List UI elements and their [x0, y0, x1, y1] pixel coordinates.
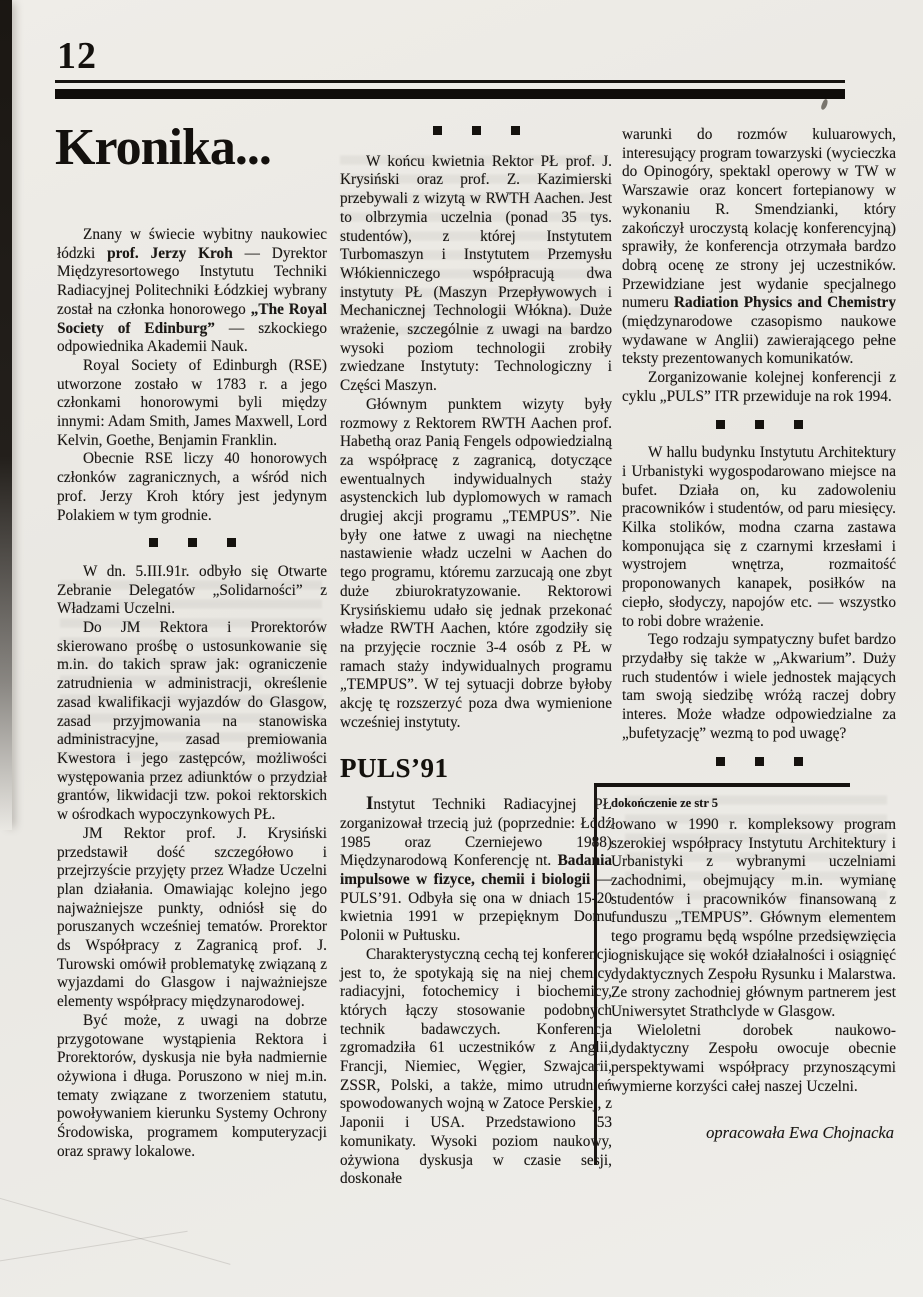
article-heading-puls91: PULS’91 — [340, 752, 449, 783]
paragraph: Obecnie RSE liczy 40 honorowych członków zagranicznych, a wśród nich prof. Jerzy Kroh który jest jedynym Polakiem w tym grodnie. — [57, 450, 327, 524]
paragraph: W hallu budynku Instytutu Architektury i Urbanistyki wygospodarowano miejsce na bufet. Działa on, ku zadowoleniu pracowników i studentów, od paru miesięcy. Kilka stolików, modna czarna zastawa komponująca się z czarnymi krzesłami i wystrojem wnętrza, rozmaitość proponowanych kanapek, posiłków na ciepło, słodyczy, napojów etc. — wszystko to robi dobre wrażenie. — [622, 444, 896, 630]
square-bullet-icon — [794, 420, 803, 429]
paragraph — [57, 226, 327, 357]
paragraph: Głównym punktem wizyty były rozmowy z Rektorem RWTH Aachen prof. Habethą oraz Panią Fengels odpowiedzialną za współpracę z zagranicą, dotyczące ewentualnych indywidualnych staży asystenckich lub dyplomowych w ramach drugiej akcji programu „TEMPUS”. Nie były one łatwe z uwagi na niechętne nastawienie władz uczelni w Aachen do tego programu, któremu zarzucają one zbyt duże zbiurokratyzowanie. Rektorowi Krysińskiemu udało się jednak przekonać władze RWTH Aachen, które zgodziły się na przyjęcie rocznie 3-4 osób z PŁ w ramach staży indywidualnych programu „TEMPUS”. W tej sytuacji dobrze byłoby akcję tę rozszerzyć poza dwa wymienione wcześniej instytuty. — [340, 395, 612, 731]
bold-text: „The Royal Society of Edinburg” — [57, 300, 327, 337]
paragraph: Charakterystyczną cechą tej konferencji jest to, że spotykają się na niej chemicy radiacyjni, fotochemicy i biochemicy, których łączy stosowanie podobnych technik badawczych. Konferencja zgromadziła 61 uczestników z Anglii, Francji, Niemiec, Węgier, Szwajcarii, ZSSR, Polski, a także, mimo utrudnień spowodowanych wojną w Zatoce Perskiej, z Japonii i USA. Przedstawiono 53 komunikaty. Wysoki poziom naukowy, ożywiona dyskusja w czasie sesji, doskonałe — [340, 945, 612, 1188]
bold-text: Radiation Physics and Chemistry — [673, 294, 896, 312]
paragraph: Do JM Rektora i Prorektorów skierowano prośbę o ustosunkowanie się m.in. do takich spraw jak: ograniczenie zatrudnienia w administracji, określenie zasad kwalifikacji wyjazdów do Glasgow, zasad przyjmowania na stanowiska administracyjne, zasad premiowania Kwestora i jego zastępców, możliwości występowania przez adiunktów o przydział grantów, likwidacji tzw. pokoi rektorskich w ośrodkach wypoczynkowych PŁ. — [57, 619, 327, 824]
section-divider — [57, 534, 327, 553]
square-bullet-icon — [149, 538, 158, 547]
paragraph: JM Rektor prof. J. Krysiński przedstawił dość szczegółowo i przejrzyście przyjęty przez Władze Uczelni plan działania. Omawiając kolejno jego najważniejsze punkty, odniósł się do poruszanych wcześniej tematów. Prorektor ds Współpracy z Zagranicą prof. J. Turowski omówił problematykę związaną z wyjazdami do Glasgow i najważniejsze elementy współpracy międzynarodowej. — [57, 824, 327, 1011]
paragraph: Być może, z uwagi na dobrze przygotowane wystąpienia Rektora i Prorektorów, dyskusja nie była nadmiernie ożywiona i długa. Poruszono w niej m.in. tematy związane z tworzeniem statutu, powoływaniem kierunku Systemy Ochrony Środowiska, programem komputeryzacji oraz sprawy lokalowe. — [57, 1011, 327, 1160]
column-1 — [57, 226, 327, 1161]
square-bullet-icon — [227, 538, 236, 547]
square-bullet-icon — [716, 420, 725, 429]
paragraph: łowano w 1990 r. kompleksowy program szerokiej współpracy Instytutu Architektury i Urbanistyki z wybranymi uczelniami zachodnimi, obejmujący m.in. wymianę studentów i pracowników finansowaną z funduszu „TEMPUS”. Głównym elementem tego programu będą wspólne przedsięwzięcia ogniskujące się wokół działalności i osiągnięć dydaktycznych Zespołu Rysunku i Malarstwa. Ze strony zachodniej głównym partnerem jest Uniwersytet Strathclyde w Glasgow. — [611, 815, 896, 1020]
continuation-box — [594, 787, 896, 1165]
paragraph: W dn. 5.III.91r. odbyło się Otwarte Zebranie Delegatów „Solidarności” z Władzami Uczelni. — [57, 562, 327, 618]
paragraph — [622, 126, 896, 369]
section-divider — [340, 122, 612, 141]
bold-text: Badania impulsowe w fizyce, chemii i biologii — [340, 852, 612, 889]
page-title: Kronika... — [55, 119, 271, 176]
text-segment: — Dyrektor Międzyresortowego Instytutu Techniki Radiacyjnej Politechniki Łódzkiej wybrany został na członka honorowego — [57, 244, 328, 318]
page-number: 12 — [57, 35, 97, 77]
ink-speck — [820, 98, 829, 110]
square-bullet-icon — [188, 538, 197, 547]
paragraph: Tego rodzaju sympatyczny bufet bardzo przydałby się także w „Akwarium”. Duży ruch studentów i wiele jednostek mających tam swoją siedzibę wróżą raczej dobry interes. Może władze odpowiedzialne za „bufetyzację” wezmą to pod uwagę? — [622, 631, 896, 742]
scan-gutter-shadow — [0, 0, 12, 830]
paragraph: Wieloletni dorobek naukowo-dydaktyczny Zespołu owocuje obecnie perspektywami współpracy przynoszącymi wymierne korzyści całej naszej Uczelni. — [611, 1021, 896, 1095]
square-bullet-icon — [433, 126, 442, 135]
square-bullet-icon — [794, 757, 803, 766]
continuation-label: dokończenie ze str 5 — [611, 796, 719, 811]
byline: opracowała Ewa Chojnacka — [706, 1123, 894, 1143]
bold-text: prof. Jerzy Kroh — [107, 244, 233, 262]
column-2 — [340, 122, 612, 1189]
text-segment: — PULS’91. Odbyła się ona w dniach 15-20 kwietnia 1991 w przepięknym Domu Polonii w Pułtusku. — [340, 871, 612, 945]
text-segment: (międzynarodowe czasopismo naukowe wydawane w Anglii) zawierającego pełne teksty prezentowanych komunikatów. — [622, 313, 896, 368]
square-bullet-icon — [716, 757, 725, 766]
paragraph: Royal Society of Edinburgh (RSE) utworzone zostało w 1783 r. a jego członkami honorowymi byli między innymi: Adam Smith, James Maxwell, Lord Kelvin, Goethe, Benjamin Franklin. — [57, 356, 327, 449]
square-bullet-icon — [511, 126, 520, 135]
header-rule-thick — [55, 89, 845, 99]
paper-crease — [0, 1231, 188, 1263]
paragraph: W końcu kwietnia Rektor PŁ prof. J. Krysiński oraz prof. Z. Kazimierski przebywali z wizytą w RWTH Aachen. Jest to olbrzymia uczelnia (ponad 35 tys. studentów), z której Instytutem Turbomaszyn i Instytutem Przemysłu Włókienniczego współpracują dwa instytuty PŁ (Maszyn Przepływowych i Mechanicznej Technologii Włókna). Duże wrażenie, szczególnie z uwagi na bardzo wysoki poziom technologii zrobiły zwiedzane Instytuty: Technologiczny i Części Maszyn. — [340, 152, 612, 395]
section-divider — [622, 753, 896, 772]
text-segment: Znany w świecie wybitny naukowiec łódzki — [57, 226, 327, 262]
paragraph — [340, 795, 612, 946]
square-bullet-icon — [755, 757, 764, 766]
section-divider — [622, 416, 896, 435]
text-segment: warunki do rozmów kuluarowych, interesujący program towarzyski (wycieczka do Opinogóry, spektakl operowy w TW w Warszawie oraz koncert fortepianowy w wykonaniu R. Smendzianki, który zakończył uroczystą kolację konferencyjną) sprawiły, że konferencja otrzymała bardzo dobrą ocenę ze strony jej uczestników. Przewidziane jest wydanie specjalnego numeru — [622, 126, 896, 312]
square-bullet-icon — [472, 126, 481, 135]
paragraph: Zorganizowanie kolejnej konferencji z cyklu „PULS” ITR przewiduje na rok 1994. — [622, 369, 896, 405]
text-segment: nstytut Techniki Radiacyjnej PŁ zorganizował trzecią już (poprzednie: Łódź 1985 oraz Czerniejewo 1988) Międzynarodową Konferencję nt. — [340, 796, 612, 870]
square-bullet-icon — [755, 420, 764, 429]
column-3 — [611, 126, 896, 1165]
initial-capital: I — [366, 793, 374, 815]
header-rule-thin — [55, 80, 845, 83]
text-segment: — szkockiego odpowiednika Akademii Nauk. — [57, 319, 328, 356]
